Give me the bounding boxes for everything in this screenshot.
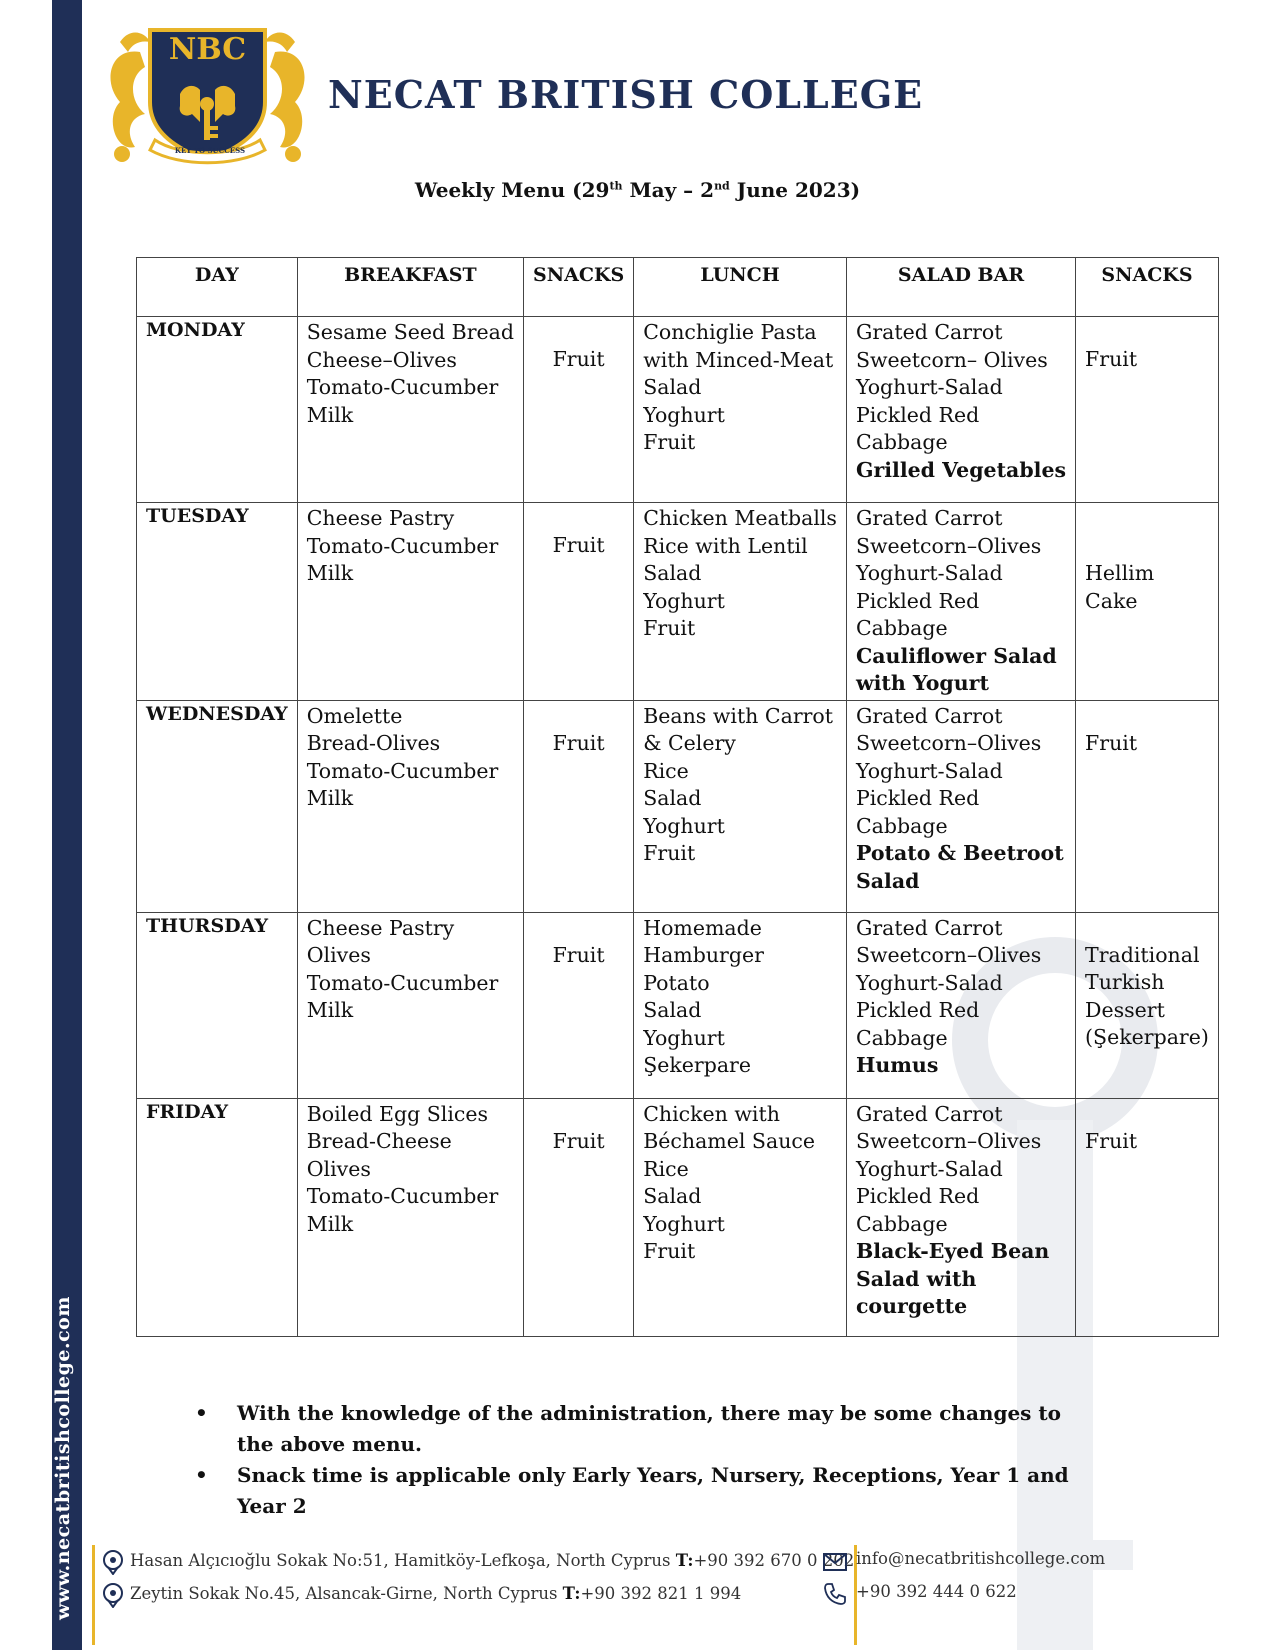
menu-item: Conchiglie Pasta [643, 320, 817, 344]
day-cell: MONDAY [137, 317, 298, 503]
logo-text: NBC [168, 32, 247, 67]
footer-address-line-2: Zeytin Sokak No.45, Alsancak-Girne, North Cyprus T:+90 392 821 1 994 [130, 1584, 742, 1603]
location-icon [100, 1549, 126, 1575]
snacks-afternoon-cell [1076, 700, 1219, 912]
menu-item: Tomato-Cucumber [306, 970, 499, 995]
snacks-afternoon-cell [1076, 1098, 1219, 1336]
lunch-cell [634, 912, 847, 1098]
menu-item: Omelette [306, 703, 403, 728]
menu-item: Hamburger [643, 943, 764, 967]
menu-item: Yoghurt-Salad [855, 561, 1003, 585]
menu-item: Fruit [1085, 1128, 1138, 1153]
snacks-morning-cell [524, 700, 634, 912]
menu-item: Grilled Vegetables [855, 457, 1067, 482]
menu-item: Olives [306, 1156, 371, 1181]
footer-address-line-1: Hasan Alçıcıoğlu Sokak No:51, Hamitköy-Lefkoşa, North Cyprus T:+90 392 670 0 202 [130, 1551, 855, 1570]
lunch-cell [634, 700, 847, 912]
lunch-cell [634, 1098, 847, 1336]
table-row [137, 912, 1219, 1098]
menu-item: Milk [306, 998, 354, 1022]
menu-item: Fruit [643, 1239, 696, 1263]
menu-item: Traditional [1085, 942, 1200, 967]
menu-item: Fruit [1085, 730, 1138, 755]
sidebar-website-text: www.necatbritishcollege.com [52, 1296, 74, 1620]
menu-item: Olives [306, 943, 371, 967]
menu-item: Rice [643, 1156, 689, 1181]
menu-item: Sesame Seed Bread [306, 320, 514, 344]
menu-item: Sweetcorn–Olives [855, 731, 1042, 755]
college-name: NECAT BRITISH COLLEGE [328, 72, 924, 117]
weekly-menu-table [136, 257, 1219, 1337]
menu-item: Sweetcorn–Olives [855, 943, 1042, 967]
menu-item: Tomato-Cucumber [306, 1184, 499, 1208]
breakfast-cell [297, 700, 523, 912]
menu-item: Cake [1085, 588, 1138, 613]
menu-item: Yoghurt-Salad [855, 375, 1003, 399]
menu-item: Cabbage [855, 813, 948, 838]
menu-item: Boiled Egg Slices [306, 1101, 489, 1126]
column-header: SALAD BAR [846, 258, 1075, 317]
menu-item: Salad [855, 868, 920, 893]
menu-item: Milk [306, 1211, 354, 1236]
column-header: DAY [137, 258, 298, 317]
day-cell: TUESDAY [137, 503, 298, 701]
footer-divider-left [92, 1545, 95, 1645]
phone-icon [822, 1581, 848, 1607]
menu-item: Cheese Pastry [306, 915, 455, 940]
menu-item: Salad [643, 375, 702, 399]
menu-item: Rice [643, 758, 689, 783]
table-row [137, 503, 1219, 701]
lunch-cell [634, 317, 847, 503]
menu-item: Potato & Beetroot [855, 841, 1064, 865]
menu-item: Bread-Cheese [306, 1129, 452, 1153]
menu-item: Cheese Pastry [306, 506, 455, 530]
menu-item: Grated Carrot [855, 320, 1003, 344]
menu-item: with Minced-Meat [643, 347, 834, 372]
menu-item: Salad [643, 1184, 702, 1208]
menu-item: Hellim [1085, 561, 1155, 585]
menu-item: Fruit [643, 841, 696, 865]
salad-bar-cell [846, 317, 1075, 503]
menu-item: Pickled Red [855, 786, 980, 810]
menu-item: Homemade [643, 915, 762, 940]
menu-item: Sweetcorn–Olives [855, 533, 1042, 558]
menu-item: Pickled Red [855, 1184, 980, 1208]
menu-item: courgette [855, 1294, 968, 1318]
menu-item: Yoghurt [643, 402, 725, 427]
notes-list [195, 1398, 1095, 1522]
footer-email[interactable]: info@necatbritishcollege.com [856, 1549, 1106, 1568]
snacks-afternoon-cell [1076, 912, 1219, 1098]
menu-item: Pickled Red [855, 402, 980, 427]
table-row [137, 700, 1219, 912]
menu-item: Fruit [552, 347, 605, 371]
day-cell: FRIDAY [137, 1098, 298, 1336]
menu-item: Salad [643, 998, 702, 1022]
menu-item: Humus [855, 1053, 939, 1077]
breakfast-cell [297, 912, 523, 1098]
menu-item: Dessert [1085, 997, 1165, 1022]
menu-item: Turkish [1085, 970, 1165, 994]
note-item: • Snack time is applicable only Early Years, Nursery, Receptions, Year 1 and Year 2 [195, 1463, 1069, 1518]
menu-item: Sweetcorn– Olives [855, 347, 1048, 372]
menu-item: Yoghurt [643, 1211, 725, 1236]
menu-item: with Yogurt [855, 671, 989, 695]
snacks-morning-cell [524, 1098, 634, 1336]
menu-item: Cauliflower Salad [855, 643, 1057, 668]
location-icon [100, 1582, 126, 1608]
menu-item: Salad [643, 561, 702, 585]
menu-item: Tomato-Cucumber [306, 758, 499, 783]
menu-item: Cabbage [855, 1025, 948, 1050]
table-row [137, 1098, 1219, 1336]
menu-item: Milk [306, 561, 354, 585]
menu-item: Potato [643, 970, 710, 995]
menu-item: Cabbage [855, 430, 948, 454]
menu-item: Rice with Lentil [643, 533, 808, 558]
column-header: LUNCH [634, 258, 847, 317]
menu-item: Grated Carrot [855, 703, 1003, 728]
menu-item: Fruit [552, 942, 605, 967]
menu-title: Weekly Menu (29th May – 2nd June 2023) [414, 178, 861, 202]
menu-item: Salad [643, 786, 702, 810]
breakfast-cell [297, 317, 523, 503]
menu-item: Grated Carrot [855, 506, 1003, 530]
menu-item: Fruit [643, 616, 696, 640]
note-item: • With the knowledge of the administration, there may be some changes to the above menu. [195, 1401, 1061, 1456]
salad-bar-cell [846, 912, 1075, 1098]
mail-icon [822, 1549, 848, 1575]
table-header-row [137, 258, 1219, 317]
snacks-afternoon-cell [1076, 503, 1219, 701]
snacks-afternoon-cell [1076, 317, 1219, 503]
logo-motto: KEY TO SUCCESS [174, 146, 246, 155]
menu-item: Milk [306, 786, 354, 810]
lunch-cell [634, 503, 847, 701]
day-cell: WEDNESDAY [137, 700, 298, 912]
menu-item: Salad with [855, 1266, 977, 1291]
menu-item: Bread-Olives [306, 731, 441, 755]
menu-item: Cabbage [855, 616, 948, 640]
menu-item: Fruit [552, 730, 605, 755]
column-header: BREAKFAST [297, 258, 523, 317]
menu-item: Grated Carrot [855, 915, 1003, 940]
snacks-morning-cell [524, 317, 634, 503]
snacks-morning-cell [524, 503, 634, 701]
menu-item: Fruit [552, 533, 605, 557]
menu-item: Pickled Red [855, 588, 980, 613]
day-cell: THURSDAY [137, 912, 298, 1098]
menu-item: Cabbage [855, 1211, 948, 1236]
menu-item: Şekerpare [643, 1053, 751, 1077]
menu-item: Yoghurt [643, 588, 725, 613]
menu-item: Yoghurt-Salad [855, 1156, 1003, 1181]
table-body [137, 317, 1219, 1337]
footer [92, 1535, 1272, 1645]
column-header: SNACKS [1076, 258, 1219, 317]
snacks-morning-cell [524, 912, 634, 1098]
menu-item: Fruit [643, 430, 696, 454]
footer-phone: +90 392 444 0 622 [856, 1582, 1017, 1601]
column-header: SNACKS [524, 258, 634, 317]
menu-item: Yoghurt-Salad [855, 758, 1003, 783]
salad-bar-cell [846, 1098, 1075, 1336]
menu-item: Beans with Carrot [643, 703, 833, 728]
menu-item: Grated Carrot [855, 1101, 1003, 1126]
menu-item: (Şekerpare) [1085, 1025, 1209, 1049]
menu-item: Béchamel Sauce [643, 1129, 816, 1153]
menu-item: Fruit [552, 1128, 605, 1153]
salad-bar-cell [846, 700, 1075, 912]
menu-item: Milk [306, 402, 354, 427]
menu-item: Black-Eyed Bean [855, 1239, 1050, 1263]
breakfast-cell [297, 503, 523, 701]
menu-item: Sweetcorn–Olives [855, 1129, 1042, 1153]
salad-bar-cell [846, 503, 1075, 701]
menu-item: & Celery [643, 731, 736, 755]
breakfast-cell [297, 1098, 523, 1336]
table-row [137, 317, 1219, 503]
menu-item: Yoghurt-Salad [855, 970, 1003, 995]
menu-item: Chicken with [643, 1101, 780, 1126]
menu-item: Tomato-Cucumber [306, 375, 499, 399]
menu-item: Pickled Red [855, 998, 980, 1022]
menu-item: Yoghurt [643, 813, 725, 838]
menu-item: Fruit [1085, 347, 1138, 371]
menu-item: Tomato-Cucumber [306, 533, 499, 558]
menu-item: Cheese–Olives [306, 347, 457, 372]
menu-item: Yoghurt [643, 1025, 725, 1050]
menu-item: Chicken Meatballs [643, 506, 837, 530]
